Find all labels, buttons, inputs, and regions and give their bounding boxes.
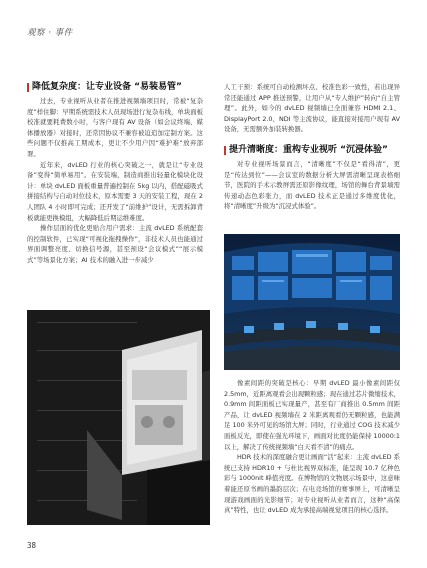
paragraph: 近年来，dvLED 行业的核心突破之一，就是让“专业设备”变得“简单易用”。在安装端，制造商推出轻量化模块化设计：单块 dvLED 面板重量普遍控制在 5kg 以内，搭配磁吸式拼接结构与自动对位技术，原本需要 3 天的安装工程，现在 2 人团队 4 小时即可完成；还开发了“前维护”设计，无需拆卸背板就能更换模组，大幅降低后期运维难度。 bbox=[27, 160, 203, 222]
paragraph: 像素间距的突破是核心：早期 dvLED 最小像素间距仅 2.5mm，近距离观看会出现颗粒感；现在通过芯片微缩技术，0.9mm 间距面板已实现量产，甚至有厂商推出 0.5mm 间距产品，让 dvLED 视频墙在 2 米距离观看仍无颗粒感，也能满足 100 米外可见的场馆大屏；同时，行业通过 COG 技术减少面板反光，即使在强光环境下，画面对比度仍能保持 10000:1 以上，解决了传统视频墙“白天看不清”的痛点。 bbox=[224, 379, 400, 451]
paragraph-continuation: 人工干预：系统可自动检测坏点、校准色彩一致性，若出现异常还能通过 APP 推送预警，让用户从“专人维护”转向“自主管理”。此外，如今的 dvLED 视频墙已全面兼容 HDMI 2.1、DisplayPort 2.0、NDI 等主流协议，能直接对接用户现有 AV 设备，无需额外加装转换器。 bbox=[224, 83, 400, 134]
heading-accent-bar bbox=[27, 83, 29, 92]
page-number: 38 bbox=[27, 541, 37, 550]
left-column bbox=[27, 82, 203, 266]
heading-text: 提升清晰度：重构专业视听 “沉浸体验” bbox=[229, 144, 388, 155]
heading-accent-bar bbox=[224, 146, 226, 155]
right-column bbox=[224, 82, 400, 212]
paragraph: 过去，专业视听从业者在推进视频墙项目时，常被“复杂度”样住脚：早期系统需技术人员现场进行复杂布线，单块面板校准就要耗费数小时，与客户现有 AV 设备（如会议终端、媒体播放器）对接时，还常因协议不兼容被迫追加定制方案。这些问题不仅推高工期成本，更让不少用户因“难护难”放弃部署。 bbox=[27, 97, 203, 158]
led-panel-photo bbox=[27, 310, 210, 525]
paragraph: HDR 技术的深度融合更让画面“活”起来：主流 dvLED 系统已支持 HDR10 + 与杜比视界双标准，能呈现 10.7 亿种色彩与 1000nit 峰值亮度。在博物馆的文物展示场景中，这意味着能还原书画的墨韵层次；在电竞场馆的赛事屏上，可清晰呈现游戏画面的光影细节；对专业视听从业者而言，这种“高保真”特性，也让 dvLED 成为承接高端视觉项目的核心选择。 bbox=[224, 453, 400, 515]
control-room-video-wall-photo bbox=[224, 234, 400, 370]
section-heading-complexity bbox=[27, 82, 203, 93]
right-column-lower bbox=[224, 378, 400, 516]
paragraph: 对专业视听场景而言，“清晰度”不仅是“看得清”，更是“传达到位”——会议室的数据分析大屏需清晰呈现表格细节，医院的手术示教屏需还原影像纹理，场馆的舞台背景墙需传递动态色彩张力，而 dvLED 技术正是通过多维度优化，将“清晰度”升级为“沉浸式体验”。 bbox=[224, 159, 400, 211]
section-header: 观察 · 事件 bbox=[27, 28, 73, 38]
paragraph: 操作层面的优化更贴合用户需求：主流 dvLED 系统配套的控制软件，已实现“可视化拖拽操作”，非技术人员也能通过界面调整亮度、切换信号源，甚至预设“会议模式”“展示模式”等场景化方案；AI 技术的融入进一步减少 bbox=[27, 224, 203, 264]
section-heading-clarity bbox=[224, 145, 400, 156]
heading-text: 降低复杂度：让专业设备 “易装易管” bbox=[32, 82, 182, 92]
